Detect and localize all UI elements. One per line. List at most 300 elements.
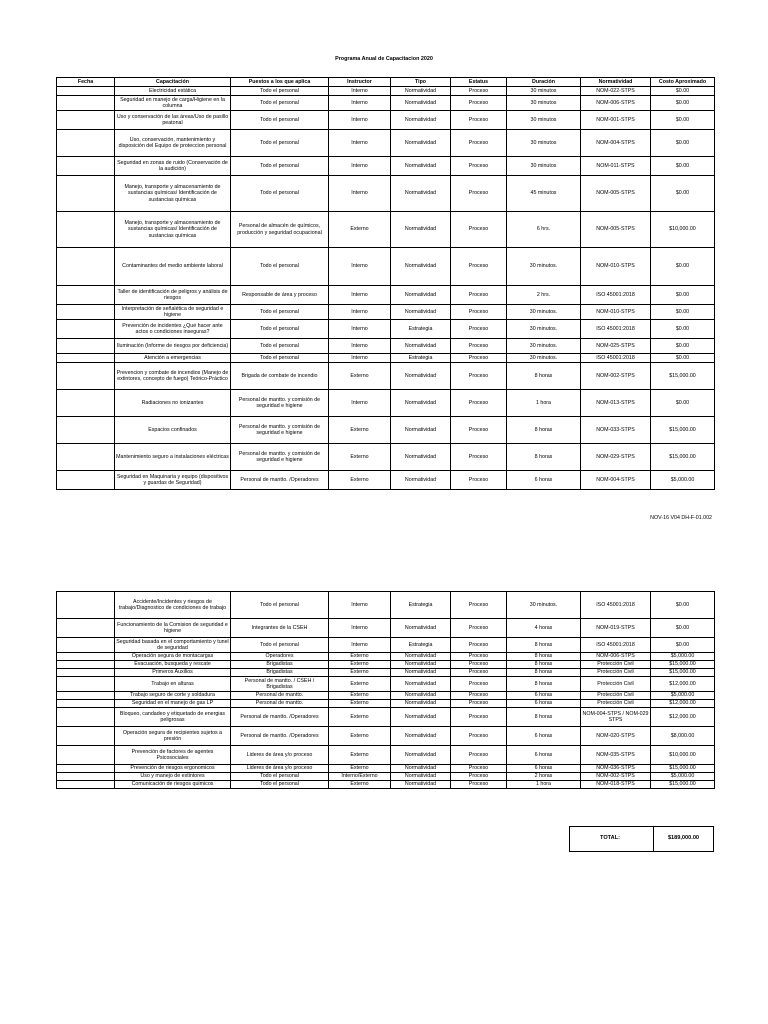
cell-tipo: Normatividad [391,157,451,176]
cell-puestos: Todo el personal [231,176,329,212]
cell-normatividad: NOM-010-STPS [581,248,651,286]
cell-estatus: Proceso [451,471,507,490]
cell-capacitacion: Seguridad en manejo de carga/Higiene en la columna [115,96,231,111]
cell-costo: $5,000.00 [651,653,715,661]
cell-costo: $0.00 [651,305,715,320]
cell-instructor: Interno [329,176,391,212]
page-title: Programa Anual de Capacitacion 2020 [335,56,433,62]
cell-fecha [57,111,115,130]
cell-instructor: Interno [329,248,391,286]
cell-normatividad: ISO 45001:2018 [581,638,651,653]
cell-fecha [57,619,115,638]
cell-costo: $5,000.00 [651,471,715,490]
cell-estatus: Proceso [451,661,507,669]
cell-fecha [57,157,115,176]
cell-instructor: Interno [329,87,391,96]
cell-fecha [57,248,115,286]
cell-normatividad: NOM-035-STPS [581,746,651,765]
cell-costo: $0.00 [651,130,715,157]
cell-normatividad: NOM-025-STPS [581,339,651,354]
cell-duracion: 6 horas [507,765,581,773]
table-row [57,417,715,444]
cell-fecha [57,700,115,708]
cell-capacitacion: Operación segura de montacargas [115,653,231,661]
table-row [57,619,715,638]
cell-capacitacion: Interpretación de señalética de seguridad e higiene [115,305,231,320]
cell-instructor: Interno [329,96,391,111]
cell-fecha [57,339,115,354]
cell-fecha [57,212,115,248]
cell-instructor: Externo [329,363,391,390]
cell-tipo: Normatividad [391,677,451,692]
cell-duracion: 8 horas [507,669,581,677]
table-row [57,130,715,157]
cell-puestos: Todo el personal [231,248,329,286]
cell-normatividad: ISO 45001:2018 [581,320,651,339]
cell-normatividad: NOM-004-STPS [581,471,651,490]
cell-instructor: Externo [329,781,391,789]
cell-estatus: Proceso [451,176,507,212]
cell-instructor: Externo [329,661,391,669]
cell-instructor: Externo [329,417,391,444]
cell-duracion: 8 horas [507,444,581,471]
cell-normatividad: NOM-022-STPS [581,87,651,96]
cell-duracion: 8 horas [507,653,581,661]
table-row [57,286,715,305]
cell-fecha [57,727,115,746]
cell-tipo: Normatividad [391,363,451,390]
cell-costo: $0.00 [651,619,715,638]
cell-costo: $5,000.00 [651,773,715,781]
cell-duracion: 6 horas [507,692,581,700]
cell-estatus: Proceso [451,773,507,781]
cell-estatus: Proceso [451,669,507,677]
cell-estatus: Proceso [451,363,507,390]
cell-estatus: Proceso [451,444,507,471]
cell-instructor: Interno [329,111,391,130]
cell-capacitacion: Manejo, transporte y almacenamiento de sustancias químicas/ Identificación de sustancias químicas [115,212,231,248]
cell-instructor: Interno [329,339,391,354]
cell-estatus: Proceso [451,700,507,708]
cell-instructor: Externo [329,765,391,773]
cell-duracion: 30 minutos [507,130,581,157]
cell-capacitacion: Operación segura de recipientes sujetos a presión [115,727,231,746]
cell-duracion: 30 minutos [507,96,581,111]
cell-capacitacion: Prevención de incidentes ¿Qué hacer ante actos o condiciones inseguras? [115,320,231,339]
cell-estatus: Proceso [451,212,507,248]
cell-capacitacion: Bloqueo, candadeo y etiquetado de energias peligrosas [115,708,231,727]
cell-puestos: Todo el personal [231,638,329,653]
cell-costo: $0.00 [651,96,715,111]
cell-tipo: Normatividad [391,669,451,677]
table-row [57,320,715,339]
cell-estatus: Proceso [451,417,507,444]
cell-duracion: 6 hrs. [507,212,581,248]
cell-instructor: Interno/Externo [329,773,391,781]
cell-fecha [57,653,115,661]
cell-normatividad: NOM-011-STPS [581,157,651,176]
cell-instructor: Externo [329,708,391,727]
total-label: TOTAL: [600,835,620,841]
cell-tipo: Normatividad [391,248,451,286]
cell-normatividad: Protección Civil [581,677,651,692]
cell-puestos: Personal de mantto. [231,692,329,700]
table-row [57,765,715,773]
cell-capacitacion: Uso, conservación, mantenimiento y disposición del Equipo de proteccion personal [115,130,231,157]
cell-instructor: Externo [329,212,391,248]
cell-tipo: Normatividad [391,212,451,248]
cell-duracion: 30 minutos [507,157,581,176]
table-row [57,96,715,111]
table-row [57,661,715,669]
cell-estatus: Proceso [451,130,507,157]
cell-instructor: Externo [329,669,391,677]
cell-normatividad: ISO 45001:2018 [581,286,651,305]
cell-instructor: Interno [329,354,391,363]
cell-estatus: Proceso [451,339,507,354]
cell-duracion: 6 horas [507,746,581,765]
cell-costo: $0.00 [651,87,715,96]
cell-fecha [57,444,115,471]
cell-puestos: Todo el personal [231,339,329,354]
cell-tipo: Normatividad [391,619,451,638]
cell-capacitacion: Funcionamiento de la Comision de seguridad e higiene [115,619,231,638]
cell-fecha [57,96,115,111]
cell-tipo: Normatividad [391,700,451,708]
cell-costo: $12,000.00 [651,700,715,708]
cell-instructor: Externo [329,727,391,746]
cell-puestos: Todo el personal [231,111,329,130]
cell-puestos: Personal de mantto. [231,700,329,708]
cell-costo: $0.00 [651,111,715,130]
cell-fecha [57,305,115,320]
cell-estatus: Proceso [451,746,507,765]
table-row [57,212,715,248]
cell-capacitacion: Prevención de factores de agentes Psicosociales [115,746,231,765]
total-box [569,826,714,852]
cell-fecha [57,417,115,444]
cell-fecha [57,692,115,700]
table-row [57,638,715,653]
cell-costo: $15,000.00 [651,765,715,773]
cell-normatividad: Protección Civil [581,692,651,700]
training-table-2 [56,591,715,789]
cell-estatus: Proceso [451,320,507,339]
cell-estatus: Proceso [451,592,507,619]
cell-fecha [57,286,115,305]
cell-capacitacion: Seguridad en Maquinaria y equipo (dispositivos y guardas de Seguridad) [115,471,231,490]
cell-normatividad: NOM-002-STPS [581,773,651,781]
cell-capacitacion: Manejo, transporte y almacenamiento de sustancias químicas/ Identificación de sustancias químicas [115,176,231,212]
cell-capacitacion: Contaminantes del medio ambiente laboral [115,248,231,286]
header-fecha: Fecha [57,78,115,87]
cell-capacitacion: Evacuación, busqueda y rescate [115,661,231,669]
cell-costo: $0.00 [651,286,715,305]
cell-costo: $0.00 [651,157,715,176]
cell-capacitacion: Espacios confinados [115,417,231,444]
table-row [57,677,715,692]
cell-estatus: Proceso [451,96,507,111]
cell-puestos: Brigadistas [231,669,329,677]
cell-capacitacion: Accidente/Incidentes y riesgos de trabajo/Diagnostico de condiciones de trabajo [115,592,231,619]
training-table-1 [56,77,715,490]
cell-fecha [57,669,115,677]
cell-costo: $0.00 [651,320,715,339]
cell-puestos: Personal de mantto. / CSEH / Brigadistas [231,677,329,692]
table-row [57,708,715,727]
cell-capacitacion: Trabajo seguro de corte y soldadura [115,692,231,700]
cell-normatividad: NOM-002-STPS [581,363,651,390]
cell-duracion: 6 horas [507,700,581,708]
cell-normatividad: NOM-004-STPS [581,130,651,157]
cell-estatus: Proceso [451,305,507,320]
cell-fecha [57,746,115,765]
cell-tipo: Normatividad [391,87,451,96]
table-row [57,444,715,471]
cell-puestos: Brigada de combate de incendio [231,363,329,390]
table-row [57,111,715,130]
cell-puestos: Todo el personal [231,87,329,96]
cell-capacitacion: Prevencion y combate de incendios (Manejo de extintores, concepto de fuego) Teórico-Práctico [115,363,231,390]
cell-duracion: 2 hrs. [507,286,581,305]
cell-puestos: Personal de mantto. y comisión de seguridad e higiene [231,390,329,417]
cell-duracion: 30 minutos [507,87,581,96]
cell-tipo: Normatividad [391,305,451,320]
cell-normatividad: NOM-018-STPS [581,781,651,789]
table-row [57,354,715,363]
table-row [57,157,715,176]
cell-normatividad: NOM-010-STPS [581,305,651,320]
cell-fecha [57,677,115,692]
cell-tipo: Normatividad [391,390,451,417]
table-row [57,176,715,212]
cell-normatividad: NOM-005-STPS [581,212,651,248]
cell-instructor: Interno [329,305,391,320]
cell-duracion: 30 minutos. [507,320,581,339]
cell-capacitacion: Prevención de riesgos ergonomicos [115,765,231,773]
cell-tipo: Normatividad [391,727,451,746]
cell-tipo: Estrategia [391,638,451,653]
cell-duracion: 30 minutos. [507,305,581,320]
table-row [57,781,715,789]
cell-costo: $10,000.00 [651,212,715,248]
cell-puestos: Todo el personal [231,773,329,781]
cell-puestos: Todo el personal [231,354,329,363]
header-puestos: Puestos a los que aplica [231,78,329,87]
cell-puestos: Integrantes de la CSEH [231,619,329,638]
table-row [57,471,715,490]
cell-normatividad: NOM-006-STPS [581,653,651,661]
cell-tipo: Normatividad [391,692,451,700]
cell-capacitacion: Radiaciones no ionizantes [115,390,231,417]
cell-tipo: Normatividad [391,176,451,212]
cell-estatus: Proceso [451,619,507,638]
table-row [57,773,715,781]
cell-capacitacion: Mantenimiento seguro a instalaciones eléctricas [115,444,231,471]
cell-tipo: Normatividad [391,653,451,661]
cell-instructor: Externo [329,700,391,708]
cell-fecha [57,773,115,781]
cell-costo: $10,000.00 [651,746,715,765]
table-row [57,305,715,320]
cell-estatus: Proceso [451,390,507,417]
table-row [57,653,715,661]
cell-duracion: 8 horas [507,417,581,444]
cell-instructor: Interno [329,592,391,619]
cell-estatus: Proceso [451,653,507,661]
cell-normatividad: Protección Civil [581,700,651,708]
cell-tipo: Normatividad [391,746,451,765]
cell-duracion: 1 hora [507,390,581,417]
cell-costo: $15,000.00 [651,669,715,677]
table-row [57,339,715,354]
header-instructor: Instructor [329,78,391,87]
cell-capacitacion: Seguridad en zonas de ruido (Conservación de la audición) [115,157,231,176]
table-row [57,390,715,417]
cell-duracion: 8 horas [507,661,581,669]
cell-normatividad: NOM-036-STPS [581,765,651,773]
cell-fecha [57,781,115,789]
cell-instructor: Interno [329,130,391,157]
cell-normatividad: NOM-029-STPS [581,444,651,471]
cell-fecha [57,765,115,773]
cell-normatividad: NOM-001-STPS [581,111,651,130]
cell-tipo: Normatividad [391,471,451,490]
cell-tipo: Normatividad [391,781,451,789]
cell-tipo: Normatividad [391,286,451,305]
cell-costo: $0.00 [651,390,715,417]
cell-costo: $0.00 [651,638,715,653]
cell-tipo: Estrategia [391,320,451,339]
cell-instructor: Externo [329,677,391,692]
cell-fecha [57,130,115,157]
cell-duracion: 30 minutos. [507,354,581,363]
cell-puestos: Operadores [231,653,329,661]
cell-estatus: Proceso [451,692,507,700]
cell-duracion: 8 horas [507,638,581,653]
cell-estatus: Proceso [451,87,507,96]
cell-capacitacion: Primeros Auxilios [115,669,231,677]
cell-fecha [57,638,115,653]
cell-estatus: Proceso [451,708,507,727]
cell-normatividad: NOM-019-STPS [581,619,651,638]
cell-estatus: Proceso [451,157,507,176]
cell-puestos: Personal de mantto. y comisión de seguridad e higiene [231,417,329,444]
table-row [57,746,715,765]
cell-costo: $15,000.00 [651,781,715,789]
header-estatus: Estatus [451,78,507,87]
cell-puestos: Todo el personal [231,781,329,789]
cell-normatividad: Protección Civil [581,669,651,677]
cell-puestos: Todo el personal [231,592,329,619]
table-row [57,692,715,700]
cell-fecha [57,87,115,96]
table-row [57,363,715,390]
cell-tipo: Normatividad [391,765,451,773]
cell-tipo: Normatividad [391,417,451,444]
cell-duracion: 8 horas [507,363,581,390]
cell-duracion: 45 minutos [507,176,581,212]
cell-normatividad: ISO 45001:2018 [581,592,651,619]
cell-estatus: Proceso [451,677,507,692]
cell-fecha [57,471,115,490]
cell-fecha [57,592,115,619]
cell-costo: $15,000.00 [651,363,715,390]
cell-puestos: Todo el personal [231,305,329,320]
cell-puestos: Personal de mantto. /Operadores [231,708,329,727]
cell-puestos: Personal de mantto. /Operadores [231,471,329,490]
cell-fecha [57,354,115,363]
cell-normatividad: ISO 45001:2018 [581,354,651,363]
cell-normatividad: NOM-004-STPS / NOM-029 STPS [581,708,651,727]
table-row [57,87,715,96]
cell-estatus: Proceso [451,111,507,130]
table-row [57,727,715,746]
cell-instructor: Interno [329,390,391,417]
cell-estatus: Proceso [451,765,507,773]
cell-fecha [57,320,115,339]
cell-capacitacion: Uso y manejo de extintores [115,773,231,781]
cell-capacitacion: Trabajo en alturas [115,677,231,692]
cell-capacitacion: Electricidad estática [115,87,231,96]
cell-puestos: Personal de almacén de químicos, producción y seguridad ocupacional [231,212,329,248]
cell-tipo: Normatividad [391,96,451,111]
cell-normatividad: NOM-013-STPS [581,390,651,417]
cell-tipo: Estrategia [391,592,451,619]
cell-estatus: Proceso [451,286,507,305]
cell-capacitacion: Taller de identificación de peligros y análisis de riesgos [115,286,231,305]
document-code: NOV-16 V04 DH-F-01.002 [650,515,712,521]
cell-estatus: Proceso [451,781,507,789]
cell-capacitacion: Iluminación (Informe de riesgos por deficiencia) [115,339,231,354]
cell-costo: $0.00 [651,176,715,212]
cell-capacitacion: Atención a emergencias [115,354,231,363]
cell-instructor: Externo [329,444,391,471]
header-duracion: Duración [507,78,581,87]
cell-costo: $0.00 [651,339,715,354]
cell-puestos: Lideres de área y/o proceso [231,765,329,773]
cell-tipo: Normatividad [391,111,451,130]
cell-costo: $15,000.00 [651,444,715,471]
cell-costo: $12,000.00 [651,708,715,727]
cell-costo: $0.00 [651,248,715,286]
cell-fecha [57,661,115,669]
cell-capacitacion: Comunicación de riesgos quimicos [115,781,231,789]
cell-costo: $15,000.00 [651,417,715,444]
cell-duracion: 30 minutos. [507,339,581,354]
cell-fecha [57,176,115,212]
cell-estatus: Proceso [451,354,507,363]
cell-tipo: Estrategia [391,354,451,363]
cell-puestos: Personal de mantto. /Operadores [231,727,329,746]
cell-instructor: Interno [329,320,391,339]
cell-normatividad: NOM-006-STPS [581,96,651,111]
cell-puestos: Todo el personal [231,157,329,176]
cell-tipo: Normatividad [391,708,451,727]
cell-instructor: Interno [329,157,391,176]
cell-duracion: 30 minutos. [507,592,581,619]
cell-capacitacion: Seguridad basada en el comportamiento y tunel de seguridad [116,638,229,651]
cell-duracion: 6 horas [507,471,581,490]
cell-tipo: Normatividad [391,339,451,354]
cell-puestos: Personal de mantto. y comisión de seguridad e higiene [231,444,329,471]
cell-puestos: Todo el personal [231,320,329,339]
cell-fecha [57,390,115,417]
cell-puestos: Lideres de área y/o proceso [231,746,329,765]
cell-instructor: Externo [329,746,391,765]
cell-normatividad: NOM-020-STPS [581,727,651,746]
cell-instructor: Interno [329,638,391,653]
